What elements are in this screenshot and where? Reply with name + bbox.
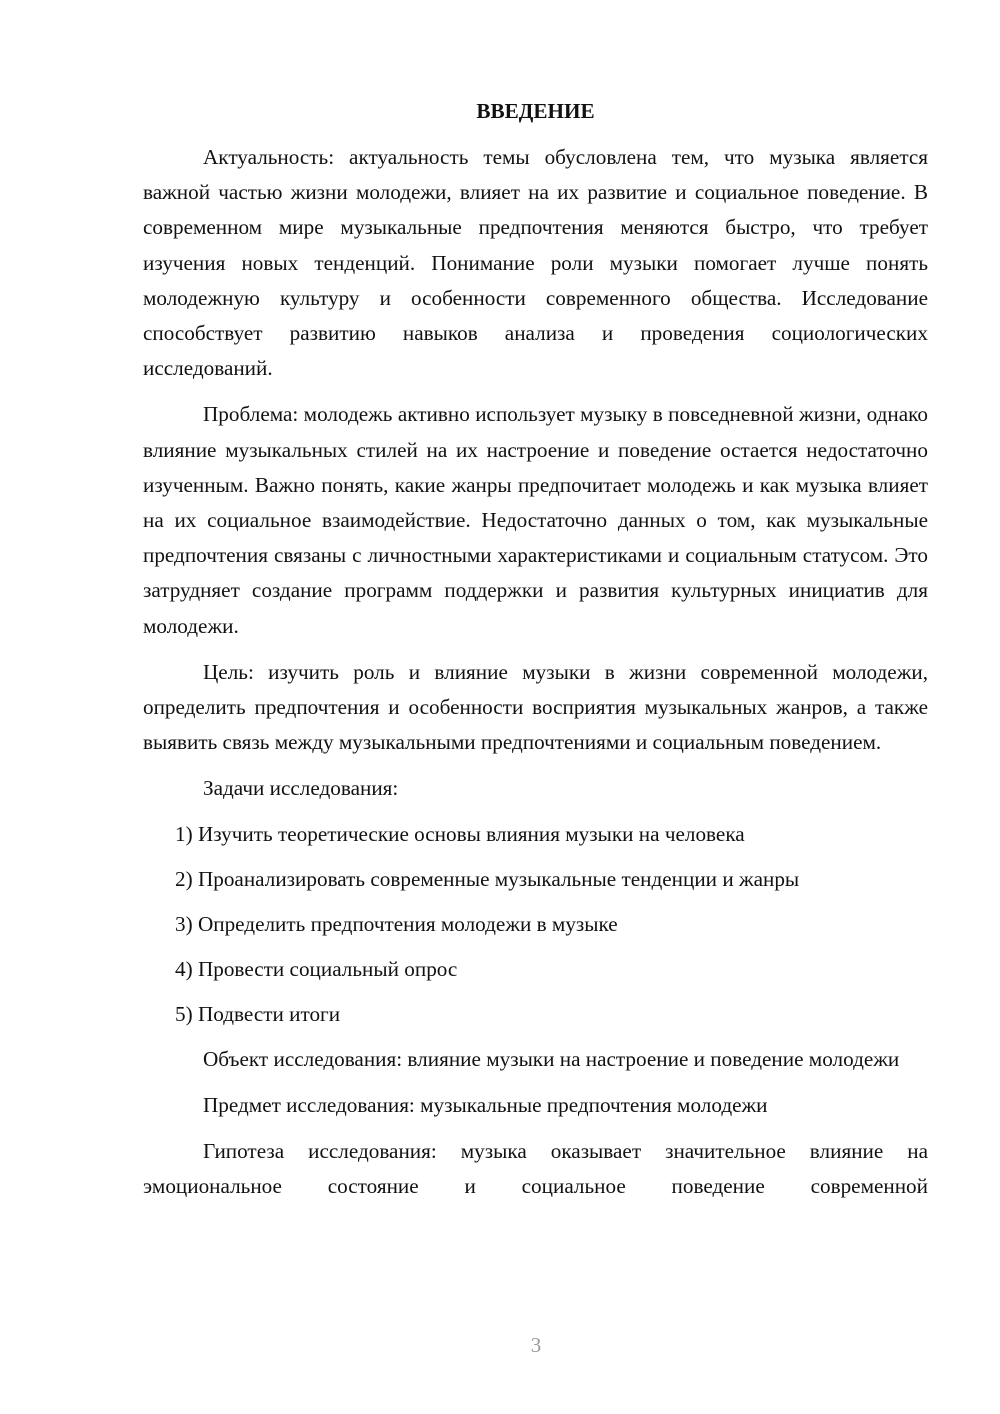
page-number: 3	[530, 1333, 542, 1357]
tasks-title: Задачи исследования:	[203, 776, 399, 801]
task-item-1: 1) Изучить теоретические основы влияния музыки на человека	[175, 821, 745, 846]
section-heading: ВВЕДЕНИЕ	[476, 99, 595, 123]
task-item-3: 3) Определить предпочтения молодежи в музыке	[175, 911, 618, 936]
goal-paragraph: Цель: изучить роль и влияние музыки в жизни современной молодежи, определить предпочтения и особенности восприятия музыкальных жанров, а также выявить связь между музыкальными предпочтениями и социальным поведением.	[143, 659, 928, 755]
object-paragraph: Объект исследования: влияние музыки на настроение и поведение молодежи	[203, 1046, 900, 1071]
relevance-paragraph: Актуальность: актуальность темы обусловлена тем, что музыка является важной частью жизни молодежи, влияет на их развитие и социальное поведение. В современном мире музыкальные предпочтения меняются быстро, что требует изучения новых тенденций. Понимание роли музыки помогает лучше понять молодежную культуру и особенности современного общества. Исследование способствует развитию навыков анализа и проведения социологических исследований.	[143, 145, 928, 381]
task-item-2: 2) Проанализировать современные музыкальные тенденции и жанры	[175, 866, 800, 891]
problem-paragraph: Проблема: молодежь активно использует музыку в повседневной жизни, однако влияние музыкальных стилей на их настроение и поведение остается недостаточно изученным. Важно понять, какие жанры предпочитает молодежь и как музыка влияет на их социальное взаимодействие. Недостаточно данных о том, как музыкальные предпочтения связаны с личностными характеристиками и социальным статусом. Это затрудняет создание программ поддержки и развития культурных инициатив для молодежи.	[143, 402, 928, 638]
task-item-5: 5) Подвести итоги	[175, 1001, 341, 1026]
tasks-list	[143, 817, 928, 1032]
hypothesis-paragraph: Гипотеза исследования: музыка оказывает значительное влияние на эмоциональное состояние и социальное поведение современной	[143, 1139, 928, 1199]
page-content	[143, 94, 928, 1204]
task-item-4: 4) Провести социальный опрос	[175, 956, 458, 981]
subject-paragraph: Предмет исследования: музыкальные предпочтения молодежи	[203, 1092, 768, 1117]
